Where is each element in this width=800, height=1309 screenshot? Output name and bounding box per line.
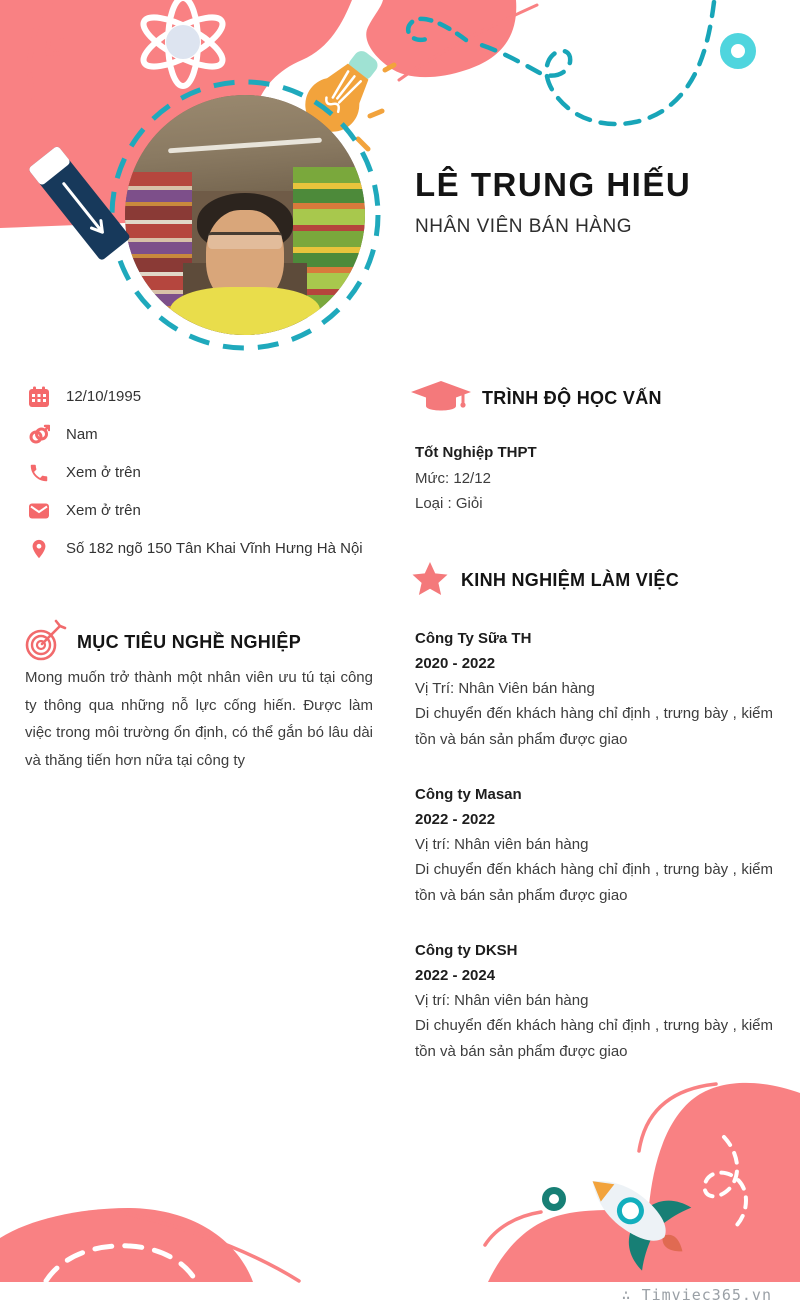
photo-person-glasses <box>208 232 282 249</box>
bottom-right-white-swirl <box>705 1137 746 1229</box>
email-text: Xem ở trên <box>66 502 141 519</box>
profile-photo <box>125 95 365 335</box>
pen-icon <box>28 145 131 261</box>
objective-text: Mong muốn trở thành một nhân viên ưu tú tại công ty thông qua những nỗ lực cống hiến. Được làm việc trong môi trường ổn định, có thể gắn bó lâu dài và thăng tiến hơn nữa tại công ty <box>25 669 373 769</box>
contact-gender <box>28 424 366 448</box>
job-description: Di chuyển đến khách hàng chỉ định , trưng bày , kiểm tồn và bán sản phẩm được giao <box>415 861 773 904</box>
job-description: Di chuyển đến khách hàng chỉ định , trưng bày , kiểm tồn và bán sản phẩm được giao <box>415 1017 773 1060</box>
cyan-ring-icon <box>726 39 751 64</box>
mail-icon <box>28 500 50 522</box>
bottom-left-thin-curve <box>113 1211 299 1281</box>
experience-job-1 <box>415 627 773 753</box>
phone-text: Xem ở trên <box>66 464 141 481</box>
contact-phone <box>28 462 366 486</box>
gender-text: Nam <box>66 426 98 443</box>
bottom-right-blob <box>488 1083 800 1282</box>
job-company: Công ty DKSH <box>415 942 518 959</box>
education-degree: Tốt Nghiệp THPT <box>415 444 537 461</box>
pink-dashed-curve <box>30 4 50 112</box>
candidate-name: LÊ TRUNG HIẾU <box>415 166 692 203</box>
job-period: 2022 - 2024 <box>415 967 496 984</box>
address-text: Số 182 ngõ 150 Tân Khai Vĩnh Hưng Hà Nội <box>66 540 363 557</box>
phone-icon <box>28 462 50 484</box>
gender-icon <box>28 424 50 446</box>
job-position: Vị Trí: Nhân Viên bán hàng <box>415 680 595 697</box>
atom-icon <box>137 0 229 86</box>
pink-curve-arrow <box>47 40 62 54</box>
job-position: Vị trí: Nhân viên bán hàng <box>415 836 589 853</box>
candidate-job-title: NHÂN VIÊN BÁN HÀNG <box>415 216 632 237</box>
objective-heading: MỤC TIÊU NGHỀ NGHIỆP <box>77 632 302 652</box>
bottom-left-blob <box>0 1208 253 1282</box>
education-level: Mức: 12/12 <box>415 470 491 487</box>
contact-email <box>28 500 366 524</box>
job-company: Công ty Masan <box>415 786 522 803</box>
job-period: 2022 - 2022 <box>415 811 496 828</box>
education-heading: TRÌNH ĐỘ HỌC VẤN <box>482 388 662 408</box>
education-grade: Loại : Giỏi <box>415 495 483 512</box>
bottom-left-white-dashes <box>46 1246 196 1281</box>
teal-dashed-curve <box>478 2 714 124</box>
watermark-text: ∴ Timviec365.vn <box>621 1286 772 1304</box>
calendar-icon <box>28 386 50 408</box>
job-position: Vị trí: Nhân viên bán hàng <box>415 992 589 1009</box>
top-right-blob-shape <box>366 0 516 77</box>
top-right-outline-curve <box>399 5 537 80</box>
location-icon <box>28 538 50 560</box>
birthdate-text: 12/10/1995 <box>66 388 142 405</box>
teal-ring-icon <box>546 1191 563 1208</box>
bottom-right-thin-curve-a <box>639 1084 716 1151</box>
target-icon <box>20 618 68 664</box>
photo-person-shirt <box>170 287 320 335</box>
bottom-right-thin-curve-b <box>485 1212 541 1245</box>
job-company: Công Ty Sữa TH <box>415 630 532 647</box>
teal-dashed-loop <box>408 19 466 40</box>
graduation-cap-icon <box>411 379 471 417</box>
job-period: 2020 - 2022 <box>415 655 496 672</box>
experience-job-2 <box>415 783 773 909</box>
job-description: Di chuyển đến khách hàng chỉ định , trưng bày , kiểm tồn và bán sản phẩm được giao <box>415 705 773 748</box>
contact-birthdate <box>28 386 366 410</box>
experience-heading: KINH NGHIỆM LÀM VIỆC <box>461 570 680 590</box>
experience-job-3 <box>415 939 773 1065</box>
contact-address <box>28 538 366 562</box>
rocket-icon <box>568 1150 707 1283</box>
star-icon <box>412 562 448 596</box>
